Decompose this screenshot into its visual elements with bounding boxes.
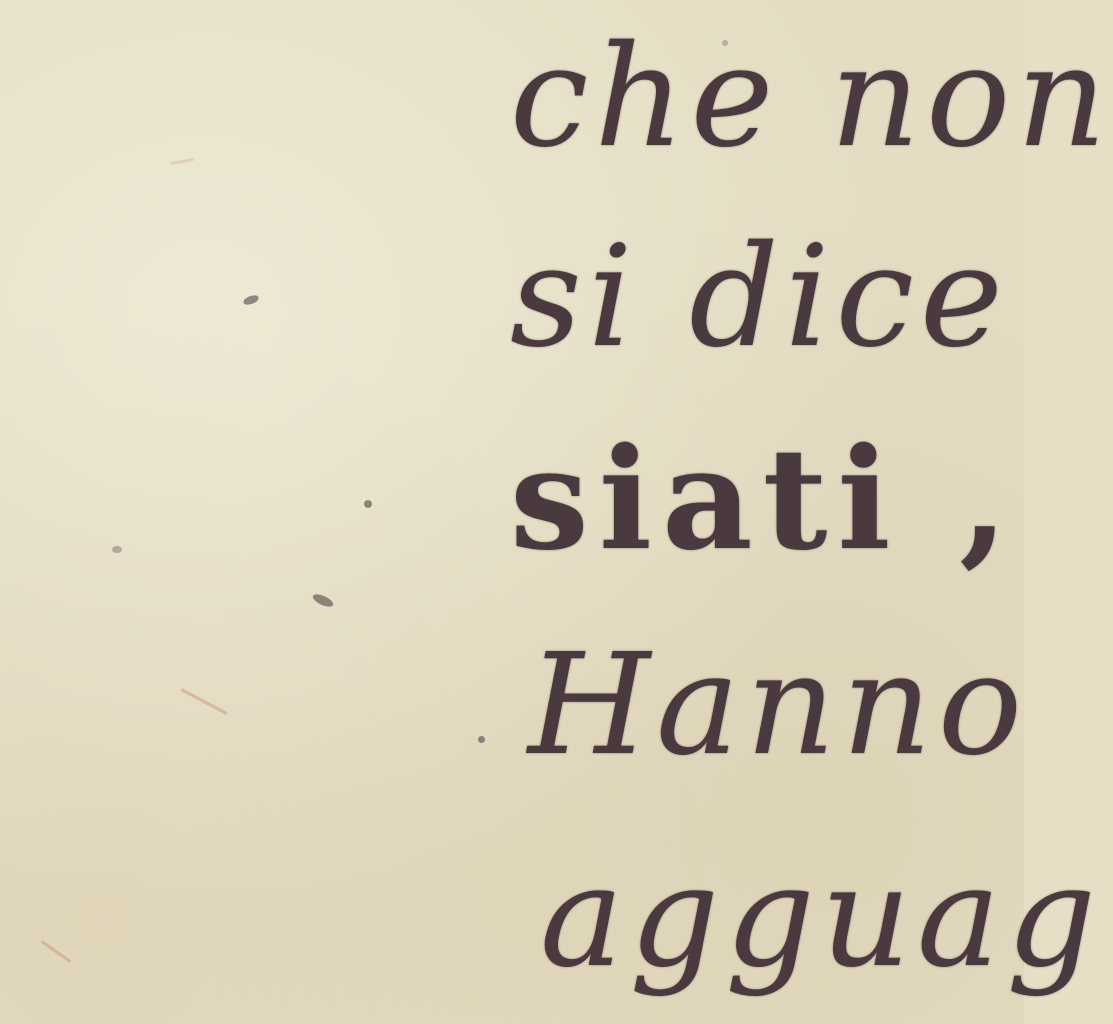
ink-speck [112,546,122,553]
paper-fiber [170,158,194,165]
ink-speck [311,592,335,609]
ink-speck [242,294,260,307]
paper-fiber [180,688,227,715]
text-line-2: si dice [510,216,1009,379]
text-line-3: siati , [510,418,1019,582]
ink-speck [478,736,485,743]
ink-speck [364,500,372,508]
text-line-1: che non [510,16,1113,179]
text-line-4: Hanno [528,624,1029,787]
text-line-5: agguag [540,836,1102,999]
paper-fiber [40,940,71,963]
